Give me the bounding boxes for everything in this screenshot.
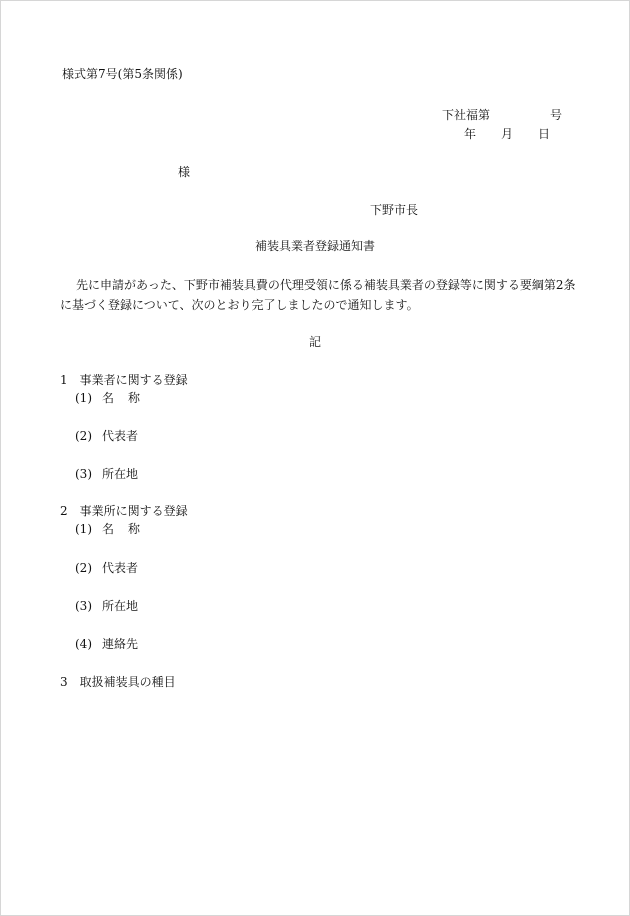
item-number: (1) (75, 522, 92, 536)
document-number-suffix: 号 (550, 108, 563, 122)
document-number (442, 107, 562, 123)
date-day: 日 (538, 127, 551, 141)
body-line-1: 先に申請があった、下野市補装具費の代理受領に係る補装具業者の登録等に関する要綱第2条 (76, 278, 576, 292)
item-name: 所在地 (102, 467, 139, 481)
section-1-heading: 1 事業者に関する登録 (60, 373, 188, 387)
section-2-item-1 (75, 521, 154, 537)
section-1-item-1 (75, 390, 154, 406)
section-2-item-3 (75, 598, 138, 614)
ki-heading: 記 (308, 335, 321, 349)
body-line-2: に基づく登録について、次のとおり完了しましたので通知します。 (60, 298, 419, 312)
date-year: 年 (464, 127, 477, 141)
item-name: 代表者 (102, 561, 139, 575)
item-number: (3) (75, 599, 92, 613)
item-name: 代表者 (102, 429, 139, 443)
item-name: 所在地 (102, 599, 139, 613)
section-1-item-3 (75, 466, 138, 482)
item-number: (3) (75, 467, 92, 481)
item-number: (4) (75, 637, 92, 651)
section-2-item-2 (75, 560, 138, 576)
date-month: 月 (501, 127, 514, 141)
item-name: 名称 (102, 522, 155, 536)
document-number-prefix: 下社福第 (442, 108, 491, 122)
document-date (464, 126, 550, 142)
recipient: 様 (178, 165, 191, 179)
section-3-heading: 3 取扱補装具の種目 (60, 675, 176, 689)
item-name: 名称 (102, 391, 155, 405)
document-title: 補装具業者登録通知書 (254, 239, 375, 253)
sender: 下野市長 (370, 203, 419, 217)
item-number: (2) (75, 429, 92, 443)
section-2-item-4 (75, 636, 138, 652)
item-number: (2) (75, 561, 92, 575)
form-label: 様式第7号(第5条関係) (62, 67, 183, 81)
section-2-heading: 2 事業所に関する登録 (60, 504, 188, 518)
item-name: 連絡先 (102, 637, 139, 651)
section-1-item-2 (75, 428, 138, 444)
item-number: (1) (75, 391, 92, 405)
